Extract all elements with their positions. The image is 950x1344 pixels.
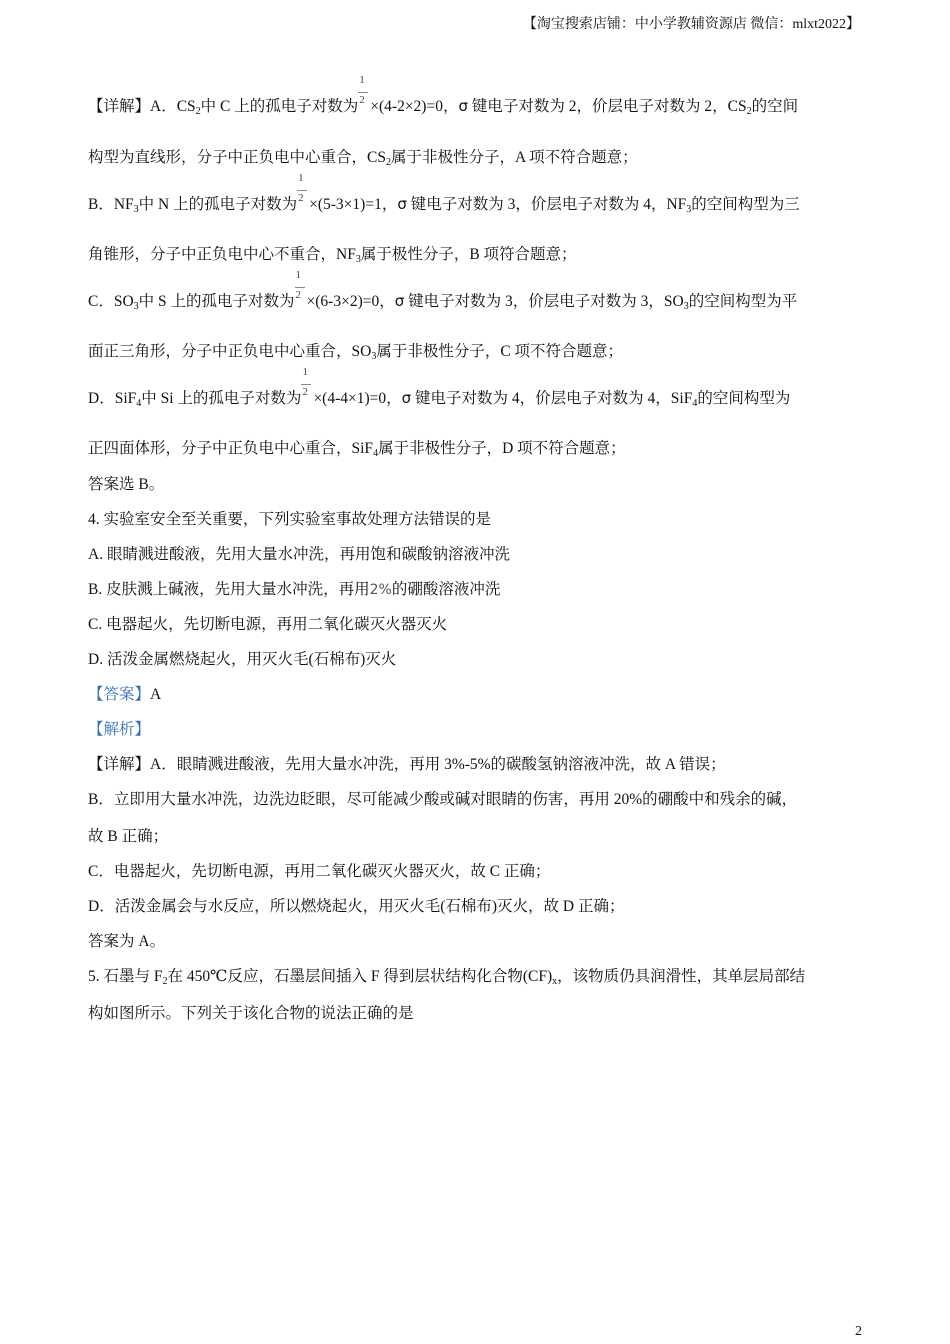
text: 属于非极性分子，D 项不符合题意； [378,440,626,457]
question-4-option-d: D. 活泼金属燃烧起火，用灭火毛(石棉布)灭火 [88,651,397,668]
sigma-symbol: σ [458,97,468,115]
fraction-denominator: 2 [295,288,302,301]
detail3-A-line2 [88,145,638,167]
text: 中 S 上的孤电子对数为 [138,293,295,310]
analysis-tag: 【解析】 [88,721,151,738]
text: 键电子对数为 2，价层电子对数为 2，CS [467,98,747,115]
detail3-C-line1 [88,268,798,312]
fraction-bar [358,92,368,93]
detail3-D-line1 [88,365,791,409]
page-header: 【淘宝搜索店铺：中小学教辅资源店 微信：mlxt2022】 [522,17,860,32]
fraction-denominator: 2 [359,93,365,106]
text: 键电子对数为 4，价层电子对数为 4，SiF [411,390,693,407]
text: 中 C 上的孤电子对数为 [200,98,359,115]
text: ×(5-3×1)=1， [309,196,398,213]
subscript: 4 [692,398,698,409]
question-4-option-a: A. 眼睛溅进酸液，先用大量水冲洗，再用饱和碳酸钠溶液冲洗 [88,546,510,563]
text: 角锥形，分子中正负电中心不重合，NF [88,246,356,263]
subscript: 3 [371,351,377,362]
text: 的空间构型为三 [691,196,800,213]
text: 的空间构型为 [697,390,791,407]
text: 的空间 [751,98,799,115]
subscript: 2 [385,157,391,168]
fraction-half [301,365,313,404]
percent-value: 2% [369,582,392,598]
detail3-B-line2 [88,242,577,264]
text: D．SiF [88,390,137,407]
fraction-denominator: 2 [302,385,308,398]
detail3-B-line1 [88,171,800,215]
text: 中 N 上的孤电子对数为 [138,196,298,213]
subscript: 2 [162,976,168,987]
sigma-symbol: σ [394,292,405,310]
subscript: 3 [133,204,139,215]
detail3-A-line1 [88,73,799,117]
answer-value: A [150,686,162,703]
fraction-half [297,171,309,210]
subscript: 4 [373,448,379,459]
fraction-bar [295,287,305,288]
text: 构型为直线形，分子中正负电中心重合，CS [88,149,386,166]
text: B. 皮肤溅上碱液，先用大量水冲洗，再用 [88,581,370,598]
text: B．NF [88,196,134,213]
answer-line: 答案选 B。 [88,476,165,493]
text: 5. 石墨与 F [88,968,163,985]
text: 在 450℃反应，石墨层间插入 F 得到层状结构化合物(CF) [167,968,553,985]
q4-detail-b-line1: B．立即用大量水冲洗，边洗边眨眼，尽可能减少酸或碱对眼睛的伤害，再用 20%的硼酸中和残余的碱， [88,791,798,808]
subscript: 3 [686,204,692,215]
sigma-symbol: σ [397,195,407,213]
q4-detail-a: 【详解】A．眼睛溅进酸液，先用大量水冲洗，再用 3%-5%的碳酸氢钠溶液冲洗，故 A 错误； [88,756,726,773]
answer-tag-line [88,682,161,704]
q4-final-answer: 答案为 A。 [88,933,166,950]
subscript: 3 [355,254,361,265]
question-4-option-b [88,577,500,599]
subscript: 4 [136,398,142,409]
fraction-numerator: 1 [298,171,304,184]
q4-detail-d: D．活泼金属会与水反应，所以燃烧起火，用灭火毛(石棉布)灭火，故 D 正确； [88,898,625,915]
text: 键电子对数为 3，价层电子对数为 4，NF [406,196,687,213]
text: 键电子对数为 3，价层电子对数为 3，SO [404,293,684,310]
q4-detail-b-line2: 故 B 正确； [88,828,169,845]
subscript: 3 [683,301,689,312]
question-4-option-c: C. 电器起火，先切断电源，再用二氧化碳灭火器灭火 [88,616,448,633]
page-number: 2 [855,1324,862,1339]
q4-detail-c: C．电器起火，先切断电源，再用二氧化碳灭火器灭火，故 C 正确； [88,863,551,880]
text: 的空间构型为平 [688,293,798,310]
subscript: 2 [746,106,752,117]
text: C．SO [88,293,134,310]
text: 属于极性分子，B 项符合题意； [360,246,577,263]
text: ×(6-3×2)=0， [306,293,395,310]
detail3-D-line2 [88,436,626,458]
text: 中 Si 上的孤电子对数为 [141,390,302,407]
detail3-C-line2 [88,339,623,361]
fraction-numerator: 1 [302,365,308,378]
fraction-denominator: 2 [298,191,304,204]
question-4-stem: 4. 实验室安全至关重要，下列实验室事故处理方法错误的是 [88,511,492,528]
text: 【详解】A．CS [88,98,196,115]
answer-tag: 【答案】 [88,686,151,703]
fraction-numerator: 1 [295,268,302,281]
text: ×(4-2×2)=0， [370,98,459,115]
subscript: 2 [195,106,201,117]
fraction-bar [297,190,307,191]
question-5-line1 [88,964,805,986]
text: 正四面体形，分子中正负电中心重合，SiF [88,440,374,457]
text: ，该物质仍具润滑性，其单层局部结 [557,968,806,985]
subscript: x [552,976,558,987]
text: 面正三角形，分子中正负电中心重合，SO [88,343,372,360]
fraction-half [295,268,307,307]
text: 属于非极性分子，A 项不符合题意； [390,149,638,166]
fraction-bar [301,384,311,385]
sigma-symbol: σ [401,389,412,407]
subscript: 3 [133,301,139,312]
fraction-half [358,73,370,112]
text: 的硼酸溶液冲洗 [391,581,501,598]
text: 属于非极性分子，C 项不符合题意； [376,343,624,360]
fraction-numerator: 1 [359,73,365,86]
question-5-line2: 构如图所示。下列关于该化合物的说法正确的是 [88,1005,414,1022]
text: ×(4-4×1)=0， [313,390,402,407]
